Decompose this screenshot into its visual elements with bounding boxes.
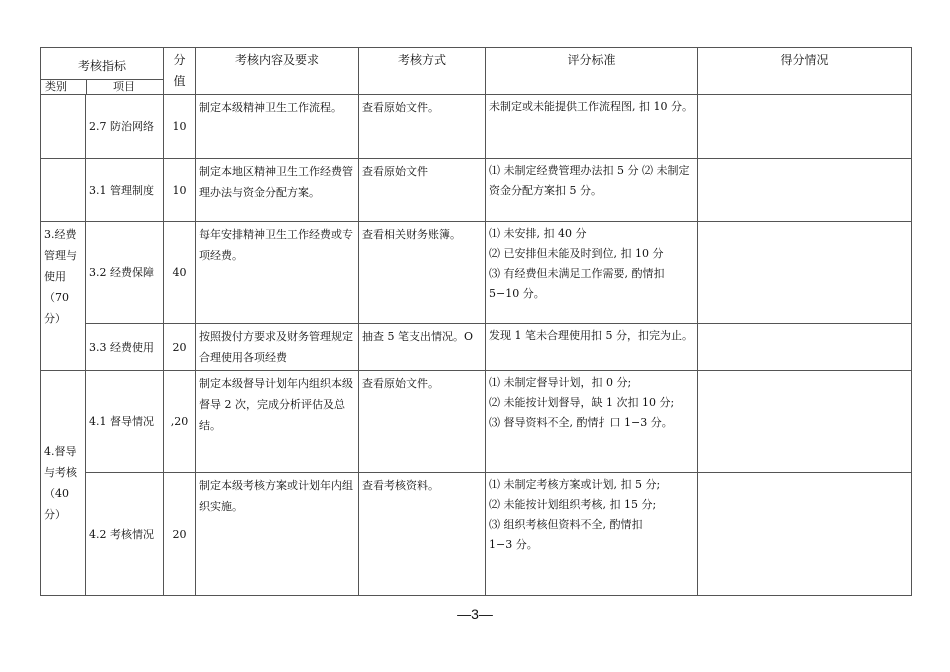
criteria-cell: ⑴ 未制定经费管理办法扣 5 分 ⑵ 未制定资金分配方案扣 5 分。 bbox=[486, 159, 698, 222]
item-cell: 3.1 管理制度 bbox=[86, 159, 164, 222]
table-row bbox=[41, 222, 912, 324]
content-cell: 每年安排精神卫生工作经费或专项经费。 bbox=[196, 222, 359, 324]
result-cell[interactable] bbox=[698, 324, 912, 371]
method-cell: 查看原始文件 bbox=[359, 159, 486, 222]
content-cell: 制定本级考核方案或计划年内组织实施。 bbox=[196, 473, 359, 596]
page-number: —3— bbox=[457, 606, 493, 622]
table-header-row bbox=[41, 48, 912, 95]
criteria-cell: ⑴ 未制定督导计划，扣 0 分; ⑵ 未能按计划督导，缺 1 次扣 10 分; ⑶ 督导资料不全, 酌情扌口 1−3 分。 bbox=[486, 371, 698, 473]
category-cell bbox=[41, 159, 86, 222]
table-row bbox=[41, 95, 912, 159]
evaluation-table bbox=[40, 47, 912, 596]
result-cell[interactable] bbox=[698, 95, 912, 159]
score-header: 分 值 bbox=[164, 48, 196, 95]
table-row bbox=[41, 159, 912, 222]
score-cell: 10 bbox=[164, 95, 196, 159]
item-cell: 3.3 经费使用 bbox=[86, 324, 164, 371]
score-cell: 10 bbox=[164, 159, 196, 222]
method-header: 考核方式 bbox=[359, 48, 486, 95]
criteria-cell: 未制定或未能提供工作流程图, 扣 10 分。 bbox=[486, 95, 698, 159]
item-cell: 4.2 考核情况 bbox=[86, 473, 164, 596]
criteria-cell: ⑴ 未制定考核方案或计划, 扣 5 分; ⑵ 未能按计划组织考核, 扣 15 分; ⑶ 组织考核但资料不全, 酌情扣 1−3 分。 bbox=[486, 473, 698, 596]
result-cell[interactable] bbox=[698, 371, 912, 473]
content-cell: 制定本地区精神卫生工作经费管理办法与资金分配方案。 bbox=[196, 159, 359, 222]
method-cell: 查看考核资料。 bbox=[359, 473, 486, 596]
indicator-title: 考核指标 bbox=[77, 59, 126, 73]
indicator-header bbox=[41, 48, 164, 95]
score-cell: 20 bbox=[164, 324, 196, 371]
criteria-header: 评分标准 bbox=[486, 48, 698, 95]
item-cell: 2.7 防治网络 bbox=[86, 95, 164, 159]
content-cell: 制定本级督导计划年内组织本级督导 2 次，完成分析评估及总结。 bbox=[196, 371, 359, 473]
table-row bbox=[41, 324, 912, 371]
item-cell: 4.1 督导情况 bbox=[86, 371, 164, 473]
result-cell[interactable] bbox=[698, 159, 912, 222]
result-cell[interactable] bbox=[698, 222, 912, 324]
item-cell: 3.2 经费保障 bbox=[86, 222, 164, 324]
score-cell: 40 bbox=[164, 222, 196, 324]
method-cell: 查看相关财务账簿。 bbox=[359, 222, 486, 324]
category-header: 类别 bbox=[45, 80, 67, 93]
category-cell bbox=[41, 95, 86, 159]
content-header: 考核内容及要求 bbox=[196, 48, 359, 95]
result-cell[interactable] bbox=[698, 473, 912, 596]
table-row bbox=[41, 473, 912, 596]
method-cell: 查看原始文件。 bbox=[359, 371, 486, 473]
content-cell: 制定本级精神卫生工作流程。 bbox=[196, 95, 359, 159]
content-cell: 按照拨付方要求及财务管理规定合理使用各项经费 bbox=[196, 324, 359, 371]
table-row bbox=[41, 371, 912, 473]
score-cell: 20 bbox=[164, 473, 196, 596]
category-cell: 4.督导与考核（40分） bbox=[41, 371, 86, 596]
method-cell: 查看原始文件。 bbox=[359, 95, 486, 159]
result-header: 得分情况 bbox=[698, 48, 912, 95]
category-cell: 3.经费管理与使用（70分） bbox=[41, 222, 86, 371]
criteria-cell: ⑴ 未安排, 扣 40 分 ⑵ 已安排但未能及时到位, 扣 10 分 ⑶ 有经费但未满足工作需要, 酌情扣 5−10 分。 bbox=[486, 222, 698, 324]
criteria-cell: 发现 1 笔未合理使用扣 5 分，扣完为止。 bbox=[486, 324, 698, 371]
method-cell: 抽查 5 笔支出情况。O bbox=[359, 324, 486, 371]
score-cell: ,20 bbox=[164, 371, 196, 473]
item-header: 项目 bbox=[113, 80, 135, 93]
